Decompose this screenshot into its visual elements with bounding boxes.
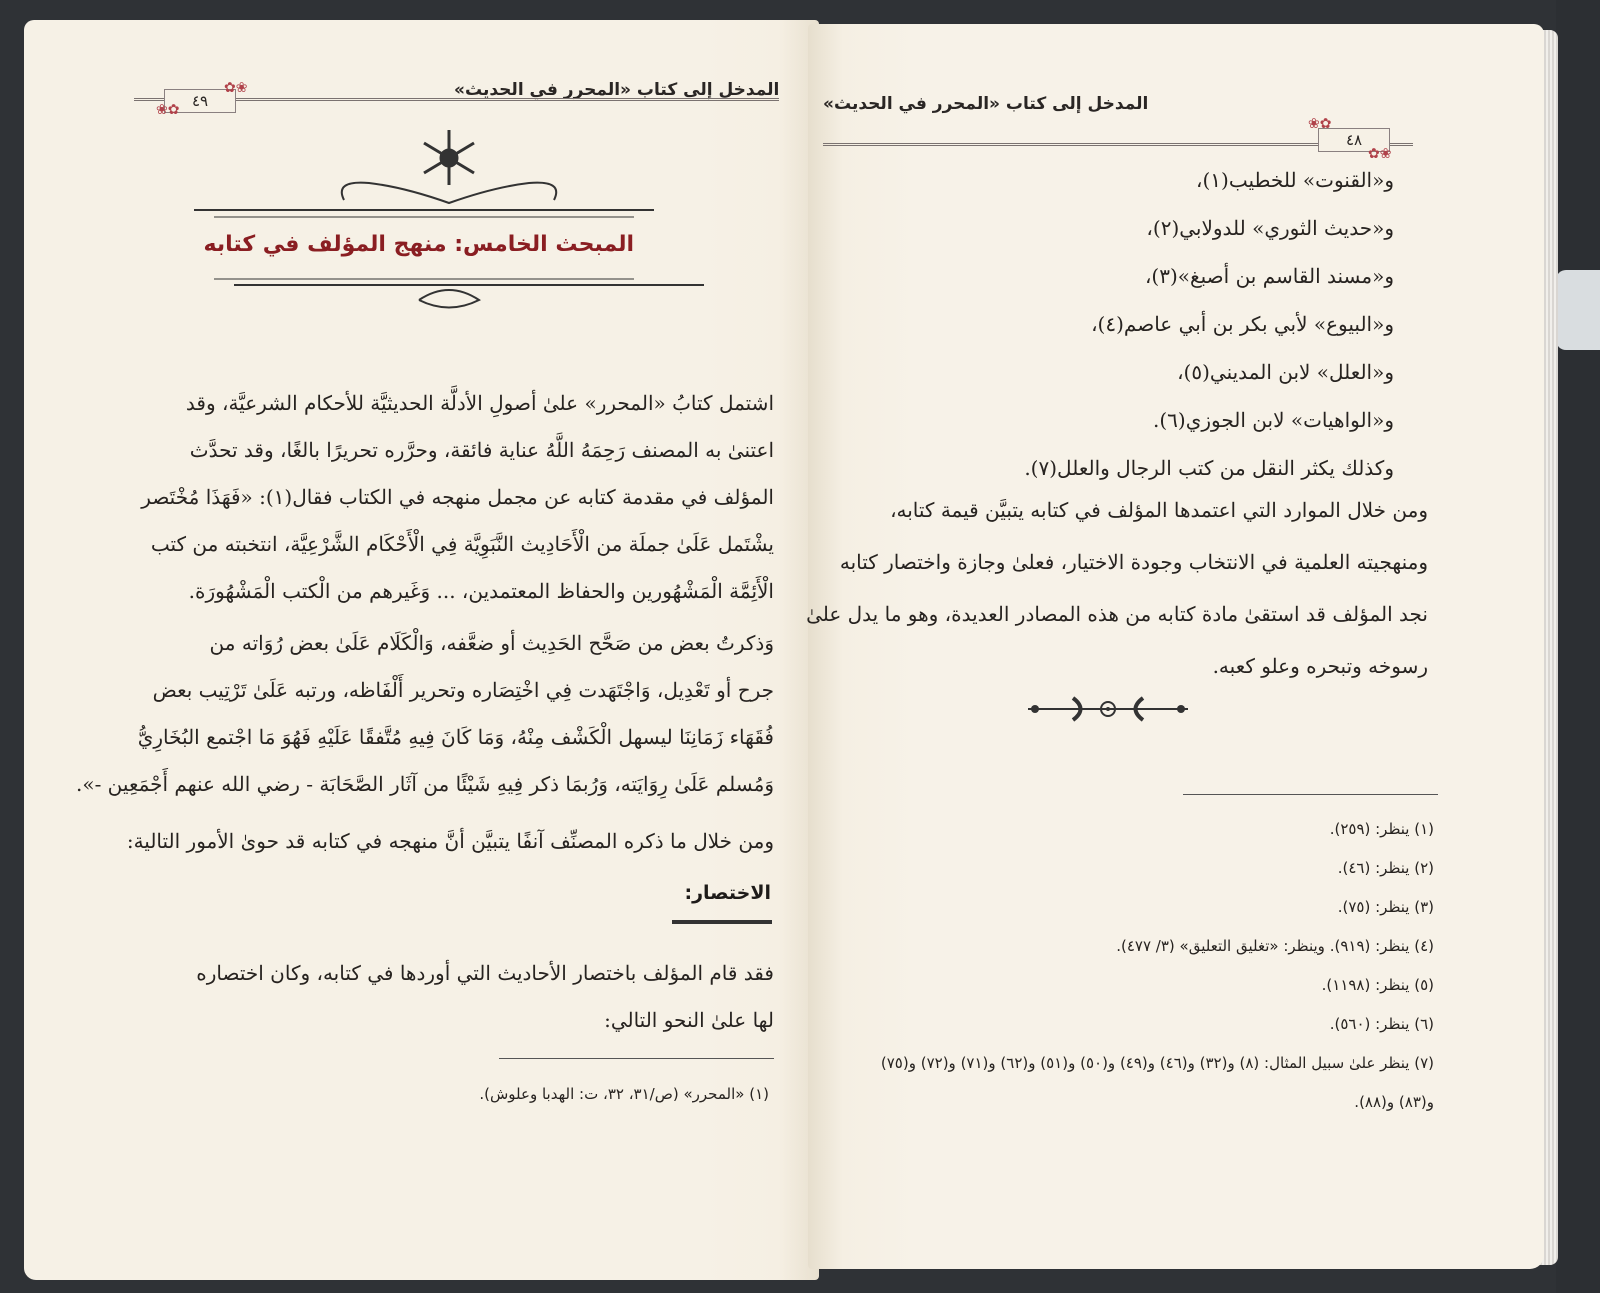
page-number: ٤٩: [164, 89, 236, 113]
paragraph-3: [94, 818, 774, 865]
footnotes: [794, 810, 1434, 1122]
section-end-ornament-icon: [1023, 694, 1193, 724]
background-object: [1556, 270, 1600, 350]
text-line: نجد المؤلف قد استقىٰ مادة كتابه من هذه المصادر العديدة، وهو ما يدل علىٰ: [806, 602, 1428, 626]
paragraph: [806, 484, 1428, 692]
list-item: و«الواهيات» لابن الجوزي(٦).: [1152, 408, 1394, 432]
text-line: فُقَهَاء زَمَانِنَا ليسهل الْكَشْف مِنْهُ، وَمَا كَانَ فِيهِ مُتَّفقًا عَلَيْهِ فَهُوَ مَا اجْتمع البُخَارِيُّ: [137, 725, 774, 749]
page-number: ٤٨: [1318, 128, 1390, 152]
flower-ornament-icon: ❀✿: [224, 80, 248, 96]
footnote: (٧) ينظر علىٰ سبيل المثال: (٨) و(٣٢) و(٤٦) و(٤٩) و(٥٠) و(٥١) و(٦٢) و(٧١) و(٧٢) و(٧٥): [880, 1054, 1434, 1072]
section-title: المبحث الخامس: منهج المؤلف في كتابه: [203, 232, 634, 257]
paragraph-2: [75, 620, 774, 808]
source-list: [834, 156, 1394, 492]
text-line: يشْتَمل عَلَىٰ جملَة من الْأَحَادِيث النَّبَوِيَّة فِي الْأَحْكَام الشَّرْعِيَّة، انتخبته من كتب: [150, 532, 774, 556]
flower-ornament-icon: ❀✿: [1368, 146, 1392, 162]
list-item: و«البيوع» لأبي بكر بن أبي عاصم(٤)،: [1091, 312, 1394, 336]
right-page: [808, 24, 1544, 1269]
list-item: و«مسند القاسم بن أصبغ»(٣)،: [1144, 264, 1394, 288]
text-line: جرح أو تَعْدِيل، وَاجْتَهَدت فِي اخْتِصَاره وتحرير أَلْفَاظه، ورتبه عَلَىٰ تَرْتِيب بعض: [152, 678, 774, 702]
text-line: فقد قام المؤلف باختصار الأحاديث التي أوردها في كتابه، وكان اختصاره: [196, 961, 774, 985]
running-header: المدخل إلى كتاب «المحرر في الحديث»: [823, 94, 1149, 114]
footnote: (٢) ينظر: (٤٦).: [1337, 859, 1434, 877]
text-line: لها علىٰ النحو التالي:: [604, 1008, 774, 1032]
background-surface: [1556, 0, 1600, 1293]
subheading: الاختصار:: [684, 882, 771, 904]
paragraph-4: [84, 950, 774, 1044]
snowflake-icon: [424, 130, 474, 185]
text-line: ومنهجيته العلمية في الانتخاب وجودة الاختيار، فعلىٰ وجازة واختصار كتابه: [839, 550, 1428, 574]
text-line: المؤلف في مقدمة كتابه عن مجمل منهجه في الكتاب فقال(١): «فَهَذَا مُخْتَصر: [141, 485, 774, 509]
text-line: رسوخه وتبحره وعلو كعبه.: [1212, 654, 1428, 678]
text-line: وَمُسلم عَلَىٰ رِوَايَته، وَرُبمَا ذكر فِيهِ شَيْئًا من آثَار الصَّحَابَة - رضي الله عنهم أَجْمَعِين -».: [75, 772, 774, 796]
footnote-rule: [499, 1058, 774, 1059]
text-line: اشتمل كتابُ «المحرر» علىٰ أصولِ الأدلَّة الحديثيَّة للأحكام الشرعيَّة، وقد: [185, 391, 774, 415]
list-item: و«القنوت» للخطيب(١)،: [1196, 168, 1394, 192]
text-line: اعتنىٰ به المصنف رَحِمَهُ اللَّهُ عناية فائقة، وحرَّره تحريرًا بالغًا، وقد تحدَّث: [189, 438, 774, 462]
running-header: المدخل إلى كتاب «المحرر في الحديث»: [454, 80, 780, 100]
left-page: [24, 20, 819, 1280]
subheading-underline: [672, 920, 772, 924]
footnote: (٦) ينظر: (٥٦٠).: [1329, 1015, 1434, 1033]
footnote-rule: [1183, 794, 1438, 795]
paragraph-1: [94, 380, 774, 615]
text-line: الْأَئِمَّة الْمَشْهُورين والحفاظ المعتمدين، ... وَغَيرهم من الْكتب الْمَشْهُورَة.: [188, 579, 774, 603]
footnote: (١) «المحرر» (ص/٣١، ٣٢، ت: الهدبا وعلوش).: [479, 1085, 769, 1103]
list-item: و«حديث الثوري» للدولابي(٢)،: [1146, 216, 1394, 240]
footnote: (٥) ينظر: (١١٩٨).: [1321, 976, 1434, 994]
footnote: (٤) ينظر: (٩١٩). وينظر: «تغليق التعليق» (٣/ ٤٧٧).: [1116, 937, 1434, 955]
section-title-ornament: [184, 125, 704, 325]
text-line: ومن خلال ما ذكره المصنِّف آنفًا يتبيَّن أنَّ منهجه في كتابه قد حوىٰ الأمور التالية:: [126, 829, 774, 853]
flower-ornament-icon: ✿❀: [1308, 116, 1332, 132]
footnote: و(٨٣) و(٨٨).: [1354, 1093, 1434, 1111]
footnote: (٣) ينظر: (٧٥).: [1337, 898, 1434, 916]
list-item: وكذلك يكثر النقل من كتب الرجال والعلل(٧).: [1024, 456, 1394, 480]
text-line: ومن خلال الموارد التي اعتمدها المؤلف في كتابه يتبيَّن قيمة كتابه،: [890, 498, 1428, 522]
list-item: و«العلل» لابن المديني(٥)،: [1177, 360, 1394, 384]
flower-ornament-icon: ✿❀: [156, 102, 180, 118]
footnote: (١) ينظر: (٢٥٩).: [1329, 820, 1434, 838]
text-line: وَذكرتُ بعض من صَحَّح الحَدِيث أو ضعَّفه، وَالْكَلَام عَلَىٰ بعض رُوَاته من: [209, 631, 774, 655]
